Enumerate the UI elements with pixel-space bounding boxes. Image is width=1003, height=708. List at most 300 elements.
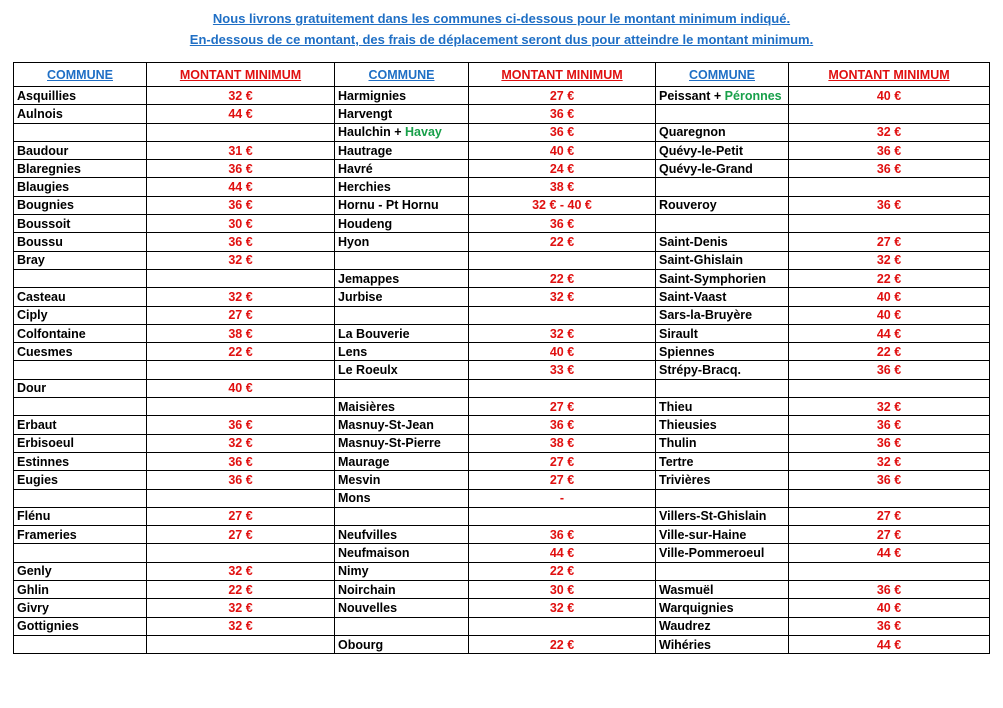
commune-cell bbox=[14, 288, 147, 306]
montant-cell: 22 € bbox=[469, 233, 656, 251]
commune-name: Asquillies bbox=[17, 88, 77, 103]
commune-name: Masnuy-St-Pierre bbox=[338, 436, 441, 451]
table-row bbox=[14, 288, 990, 306]
table-row bbox=[14, 306, 990, 324]
commune-cell bbox=[656, 105, 789, 123]
commune-name: Waudrez bbox=[659, 619, 711, 634]
commune-cell bbox=[335, 178, 469, 196]
table-row bbox=[14, 416, 990, 434]
commune-name: Quévy-le-Grand bbox=[659, 161, 753, 176]
montant-cell bbox=[469, 617, 656, 635]
montant-cell: 36 € bbox=[789, 160, 990, 178]
commune-cell bbox=[335, 581, 469, 599]
montant-cell: 36 € bbox=[789, 141, 990, 159]
commune-name: Bougnies bbox=[17, 198, 74, 213]
commune-cell bbox=[656, 196, 789, 214]
commune-cell bbox=[656, 599, 789, 617]
commune-cell bbox=[14, 361, 147, 379]
commune-cell bbox=[656, 233, 789, 251]
montant-cell: 27 € bbox=[469, 87, 656, 105]
table-row bbox=[14, 471, 990, 489]
commune-name: Saint-Vaast bbox=[659, 289, 727, 304]
commune-cell bbox=[14, 215, 147, 233]
montant-cell: 36 € bbox=[147, 416, 335, 434]
commune-cell bbox=[335, 123, 469, 141]
commune-cell bbox=[14, 196, 147, 214]
commune-name: Erbisoeul bbox=[17, 436, 74, 451]
table-row bbox=[14, 233, 990, 251]
table-row bbox=[14, 269, 990, 287]
commune-name: Boussu bbox=[17, 235, 63, 250]
montant-cell: 40 € bbox=[789, 599, 990, 617]
commune-cell bbox=[656, 288, 789, 306]
commune-name: Hautrage bbox=[338, 143, 393, 158]
table-body bbox=[14, 87, 990, 654]
commune-cell bbox=[656, 581, 789, 599]
commune-cell bbox=[656, 361, 789, 379]
montant-cell: 36 € bbox=[789, 416, 990, 434]
table-row bbox=[14, 324, 990, 342]
montant-cell: 36 € bbox=[147, 452, 335, 470]
montant-cell: 33 € bbox=[469, 361, 656, 379]
montant-cell: 32 € bbox=[147, 251, 335, 269]
montant-cell: 32 € bbox=[147, 562, 335, 580]
commune-cell bbox=[335, 361, 469, 379]
commune-cell bbox=[14, 269, 147, 287]
commune-cell bbox=[656, 434, 789, 452]
montant-cell bbox=[789, 178, 990, 196]
commune-cell bbox=[335, 141, 469, 159]
table-row bbox=[14, 379, 990, 397]
commune-name: Strépy-Bracq. bbox=[659, 363, 741, 378]
montant-cell: - bbox=[469, 489, 656, 507]
header-line-1: Nous livrons gratuitement dans les communes ci-dessous pour le montant minimum indiqué. bbox=[212, 11, 791, 26]
commune-cell bbox=[14, 489, 147, 507]
table-row bbox=[14, 398, 990, 416]
commune-cell bbox=[14, 562, 147, 580]
commune-cell bbox=[14, 617, 147, 635]
commune-cell bbox=[14, 123, 147, 141]
commune-cell bbox=[335, 87, 469, 105]
commune-cell bbox=[14, 105, 147, 123]
commune-cell bbox=[335, 398, 469, 416]
commune-cell bbox=[335, 471, 469, 489]
commune-cell bbox=[656, 215, 789, 233]
commune-cell bbox=[14, 160, 147, 178]
commune-name: Jemappes bbox=[338, 271, 400, 286]
table-row bbox=[14, 105, 990, 123]
commune-cell bbox=[14, 251, 147, 269]
commune-cell bbox=[14, 434, 147, 452]
montant-cell: 32 € bbox=[789, 452, 990, 470]
montant-cell: 38 € bbox=[147, 324, 335, 342]
commune-name: Saint-Ghislain bbox=[659, 253, 744, 268]
montant-cell: 32 € bbox=[147, 87, 335, 105]
montant-cell: 40 € bbox=[469, 141, 656, 159]
commune-cell bbox=[656, 178, 789, 196]
table-row bbox=[14, 617, 990, 635]
commune-name: Trivières bbox=[659, 472, 711, 487]
commune-name: Baudour bbox=[17, 143, 69, 158]
commune-cell bbox=[335, 416, 469, 434]
montant-cell: 32 € bbox=[469, 599, 656, 617]
commune-cell bbox=[656, 379, 789, 397]
commune-cell bbox=[656, 471, 789, 489]
commune-name: Frameries bbox=[17, 527, 77, 542]
table-row bbox=[14, 343, 990, 361]
montant-cell: 22 € bbox=[469, 562, 656, 580]
commune-name: Wasmuël bbox=[659, 582, 714, 597]
montant-cell: 27 € bbox=[147, 526, 335, 544]
delivery-table bbox=[13, 62, 990, 654]
montant-cell: 38 € bbox=[469, 434, 656, 452]
commune-name: Noirchain bbox=[338, 582, 396, 597]
commune-cell bbox=[335, 489, 469, 507]
montant-cell: 27 € bbox=[147, 507, 335, 525]
montant-cell: 36 € bbox=[469, 526, 656, 544]
commune-extra-name: Havay bbox=[405, 125, 442, 140]
commune-cell bbox=[14, 324, 147, 342]
montant-cell: 36 € bbox=[469, 416, 656, 434]
commune-name: Colfontaine bbox=[17, 326, 86, 341]
commune-cell bbox=[335, 343, 469, 361]
table-row bbox=[14, 489, 990, 507]
table-row bbox=[14, 215, 990, 233]
table-row bbox=[14, 123, 990, 141]
commune-cell bbox=[335, 269, 469, 287]
page-header bbox=[0, 8, 1003, 50]
commune-name: Thulin bbox=[659, 436, 697, 451]
commune-cell bbox=[335, 562, 469, 580]
montant-cell: 22 € bbox=[469, 635, 656, 653]
col-header-montant: MONTANT MINIMUM bbox=[147, 63, 335, 87]
montant-cell: 27 € bbox=[789, 233, 990, 251]
table-row bbox=[14, 87, 990, 105]
commune-name: Ville-sur-Haine bbox=[659, 527, 747, 542]
commune-name: Lens bbox=[338, 344, 368, 359]
table-row bbox=[14, 581, 990, 599]
montant-cell: 36 € bbox=[789, 361, 990, 379]
commune-cell bbox=[656, 398, 789, 416]
commune-cell bbox=[656, 324, 789, 342]
commune-name: Ville-Pommeroeul bbox=[659, 546, 765, 561]
montant-cell: 32 € bbox=[469, 324, 656, 342]
commune-name: Erbaut bbox=[17, 417, 57, 432]
commune-cell bbox=[14, 398, 147, 416]
commune-name: Hornu - Pt Hornu bbox=[338, 198, 439, 213]
commune-cell bbox=[335, 599, 469, 617]
commune-name: Maurage bbox=[338, 454, 390, 469]
commune-name: Genly bbox=[17, 564, 52, 579]
commune-name: Harmignies bbox=[338, 88, 407, 103]
montant-cell: 36 € bbox=[789, 196, 990, 214]
commune-cell bbox=[335, 526, 469, 544]
montant-cell: 40 € bbox=[789, 87, 990, 105]
commune-cell bbox=[656, 562, 789, 580]
commune-cell bbox=[14, 233, 147, 251]
commune-extra-name: Péronnes bbox=[724, 88, 782, 103]
commune-name: Neufvilles bbox=[338, 527, 398, 542]
montant-cell: 36 € bbox=[469, 105, 656, 123]
commune-name: Obourg bbox=[338, 637, 384, 652]
commune-name: Blaugies bbox=[17, 180, 70, 195]
commune-cell bbox=[335, 507, 469, 525]
commune-name: La Bouverie bbox=[338, 326, 410, 341]
montant-cell: 44 € bbox=[789, 635, 990, 653]
commune-name: Gottignies bbox=[17, 619, 79, 634]
montant-cell: 32 € bbox=[147, 434, 335, 452]
commune-cell bbox=[335, 233, 469, 251]
table-row bbox=[14, 635, 990, 653]
montant-cell: 27 € bbox=[789, 507, 990, 525]
commune-cell bbox=[656, 526, 789, 544]
commune-name: Mons bbox=[338, 491, 371, 506]
montant-cell: 44 € bbox=[147, 105, 335, 123]
commune-name: Havré bbox=[338, 161, 373, 176]
montant-cell: 44 € bbox=[147, 178, 335, 196]
commune-cell bbox=[335, 105, 469, 123]
montant-cell bbox=[789, 379, 990, 397]
commune-name: Saint-Symphorien bbox=[659, 271, 766, 286]
commune-name: Cuesmes bbox=[17, 344, 73, 359]
commune-cell bbox=[656, 617, 789, 635]
commune-cell bbox=[14, 306, 147, 324]
montant-cell: 38 € bbox=[469, 178, 656, 196]
commune-name: Hyon bbox=[338, 235, 370, 250]
commune-name: Mesvin bbox=[338, 472, 381, 487]
commune-cell bbox=[656, 507, 789, 525]
montant-cell bbox=[147, 489, 335, 507]
commune-name: Bray bbox=[17, 253, 45, 268]
commune-cell bbox=[335, 215, 469, 233]
commune-cell bbox=[656, 416, 789, 434]
commune-name: Nimy bbox=[338, 564, 369, 579]
montant-cell: 36 € bbox=[147, 471, 335, 489]
commune-name: Estinnes bbox=[17, 454, 70, 469]
commune-cell bbox=[14, 87, 147, 105]
montant-cell: 22 € bbox=[789, 269, 990, 287]
commune-cell bbox=[335, 544, 469, 562]
table-row bbox=[14, 160, 990, 178]
commune-cell bbox=[656, 160, 789, 178]
commune-cell bbox=[14, 141, 147, 159]
commune-cell bbox=[335, 434, 469, 452]
montant-cell bbox=[469, 251, 656, 269]
table-row bbox=[14, 562, 990, 580]
commune-name: Givry bbox=[17, 600, 49, 615]
montant-cell: 36 € bbox=[469, 215, 656, 233]
commune-name: Warquignies bbox=[659, 600, 734, 615]
commune-cell bbox=[14, 416, 147, 434]
montant-cell: 32 € - 40 € bbox=[469, 196, 656, 214]
montant-cell: 27 € bbox=[147, 306, 335, 324]
commune-name: Quaregnon bbox=[659, 125, 726, 140]
table-row bbox=[14, 544, 990, 562]
commune-name: Aulnois bbox=[17, 106, 63, 121]
commune-name: Jurbise bbox=[338, 289, 383, 304]
commune-cell bbox=[335, 452, 469, 470]
montant-cell bbox=[147, 123, 335, 141]
commune-cell bbox=[656, 251, 789, 269]
montant-cell: 36 € bbox=[469, 123, 656, 141]
montant-cell bbox=[469, 306, 656, 324]
commune-name: Saint-Denis bbox=[659, 235, 728, 250]
commune-cell bbox=[14, 507, 147, 525]
montant-cell: 40 € bbox=[469, 343, 656, 361]
commune-cell bbox=[14, 526, 147, 544]
montant-cell: 24 € bbox=[469, 160, 656, 178]
commune-name: Peissant + bbox=[659, 88, 725, 103]
commune-name: Thieusies bbox=[659, 417, 717, 432]
commune-cell bbox=[335, 251, 469, 269]
montant-cell bbox=[789, 489, 990, 507]
montant-cell: 27 € bbox=[469, 398, 656, 416]
commune-name: Spiennes bbox=[659, 344, 715, 359]
commune-name: Houdeng bbox=[338, 216, 393, 231]
montant-cell: 32 € bbox=[147, 617, 335, 635]
commune-name: Herchies bbox=[338, 180, 391, 195]
commune-cell bbox=[14, 452, 147, 470]
commune-cell bbox=[656, 635, 789, 653]
commune-name: Casteau bbox=[17, 289, 66, 304]
commune-cell bbox=[14, 599, 147, 617]
commune-cell bbox=[14, 379, 147, 397]
commune-cell bbox=[656, 123, 789, 141]
montant-cell: 22 € bbox=[147, 581, 335, 599]
commune-name: Nouvelles bbox=[338, 600, 398, 615]
montant-cell bbox=[789, 215, 990, 233]
commune-name: Neufmaison bbox=[338, 546, 410, 561]
table-row bbox=[14, 141, 990, 159]
commune-name: Quévy-le-Petit bbox=[659, 143, 744, 158]
commune-cell bbox=[656, 141, 789, 159]
montant-cell bbox=[147, 398, 335, 416]
commune-name: Villers-St-Ghislain bbox=[659, 509, 767, 524]
commune-name: Ghlin bbox=[17, 582, 49, 597]
commune-cell bbox=[335, 617, 469, 635]
montant-cell: 40 € bbox=[789, 306, 990, 324]
montant-cell: 44 € bbox=[469, 544, 656, 562]
montant-cell: 36 € bbox=[789, 581, 990, 599]
commune-cell bbox=[656, 269, 789, 287]
montant-cell bbox=[147, 544, 335, 562]
commune-cell bbox=[656, 87, 789, 105]
montant-cell: 44 € bbox=[789, 544, 990, 562]
commune-cell bbox=[335, 324, 469, 342]
montant-cell: 27 € bbox=[469, 452, 656, 470]
commune-cell bbox=[14, 544, 147, 562]
montant-cell: 30 € bbox=[147, 215, 335, 233]
montant-cell: 36 € bbox=[789, 471, 990, 489]
commune-name: Rouveroy bbox=[659, 198, 717, 213]
commune-cell bbox=[335, 306, 469, 324]
commune-cell bbox=[656, 343, 789, 361]
montant-cell: 40 € bbox=[789, 288, 990, 306]
commune-cell bbox=[335, 196, 469, 214]
table-row bbox=[14, 507, 990, 525]
commune-cell bbox=[656, 452, 789, 470]
montant-cell: 40 € bbox=[147, 379, 335, 397]
commune-name: Sirault bbox=[659, 326, 698, 341]
header-line-2: En-dessous de ce montant, des frais de déplacement seront dus pour atteindre le montant minimum. bbox=[189, 32, 814, 47]
commune-cell bbox=[656, 306, 789, 324]
montant-cell: 27 € bbox=[789, 526, 990, 544]
montant-cell: 36 € bbox=[147, 196, 335, 214]
commune-cell bbox=[14, 581, 147, 599]
table-row bbox=[14, 526, 990, 544]
commune-name: Harvengt bbox=[338, 106, 393, 121]
montant-cell bbox=[147, 269, 335, 287]
montant-cell bbox=[789, 105, 990, 123]
commune-cell bbox=[14, 635, 147, 653]
table-row bbox=[14, 599, 990, 617]
montant-cell: 31 € bbox=[147, 141, 335, 159]
commune-name: Le Roeulx bbox=[338, 363, 398, 378]
montant-cell: 30 € bbox=[469, 581, 656, 599]
montant-cell: 36 € bbox=[789, 434, 990, 452]
commune-name: Masnuy-St-Jean bbox=[338, 417, 434, 432]
table-row bbox=[14, 178, 990, 196]
montant-cell: 32 € bbox=[147, 288, 335, 306]
montant-cell: 32 € bbox=[789, 398, 990, 416]
commune-name: Eugies bbox=[17, 472, 58, 487]
montant-cell: 36 € bbox=[789, 617, 990, 635]
commune-cell bbox=[335, 379, 469, 397]
montant-cell: 32 € bbox=[147, 599, 335, 617]
table-row bbox=[14, 361, 990, 379]
commune-name: Haulchin + bbox=[338, 125, 406, 140]
commune-name: Sars-la-Bruyère bbox=[659, 308, 753, 323]
table-header-row bbox=[14, 63, 990, 87]
montant-cell bbox=[469, 507, 656, 525]
commune-name: Blaregnies bbox=[17, 161, 81, 176]
commune-cell bbox=[14, 471, 147, 489]
montant-cell bbox=[469, 379, 656, 397]
commune-cell bbox=[335, 160, 469, 178]
commune-name: Maisières bbox=[338, 399, 395, 414]
montant-cell: 32 € bbox=[469, 288, 656, 306]
montant-cell: 32 € bbox=[789, 251, 990, 269]
table-row bbox=[14, 196, 990, 214]
col-header-montant: MONTANT MINIMUM bbox=[789, 63, 990, 87]
commune-name: Thieu bbox=[659, 399, 693, 414]
col-header-montant: MONTANT MINIMUM bbox=[469, 63, 656, 87]
table-row bbox=[14, 251, 990, 269]
commune-name: Tertre bbox=[659, 454, 694, 469]
col-header-commune: COMMUNE bbox=[335, 63, 469, 87]
table-row bbox=[14, 452, 990, 470]
montant-cell: 22 € bbox=[147, 343, 335, 361]
commune-name: Flénu bbox=[17, 509, 51, 524]
commune-cell bbox=[14, 343, 147, 361]
montant-cell: 32 € bbox=[789, 123, 990, 141]
montant-cell: 22 € bbox=[789, 343, 990, 361]
montant-cell: 36 € bbox=[147, 233, 335, 251]
montant-cell: 44 € bbox=[789, 324, 990, 342]
commune-name: Ciply bbox=[17, 308, 48, 323]
commune-cell bbox=[656, 544, 789, 562]
commune-name: Boussoit bbox=[17, 216, 71, 231]
commune-name: Wihéries bbox=[659, 637, 711, 652]
montant-cell: 27 € bbox=[469, 471, 656, 489]
montant-cell bbox=[147, 361, 335, 379]
montant-cell: 36 € bbox=[147, 160, 335, 178]
commune-cell bbox=[335, 635, 469, 653]
col-header-commune: COMMUNE bbox=[14, 63, 147, 87]
montant-cell bbox=[789, 562, 990, 580]
col-header-commune: COMMUNE bbox=[656, 63, 789, 87]
commune-cell bbox=[656, 489, 789, 507]
